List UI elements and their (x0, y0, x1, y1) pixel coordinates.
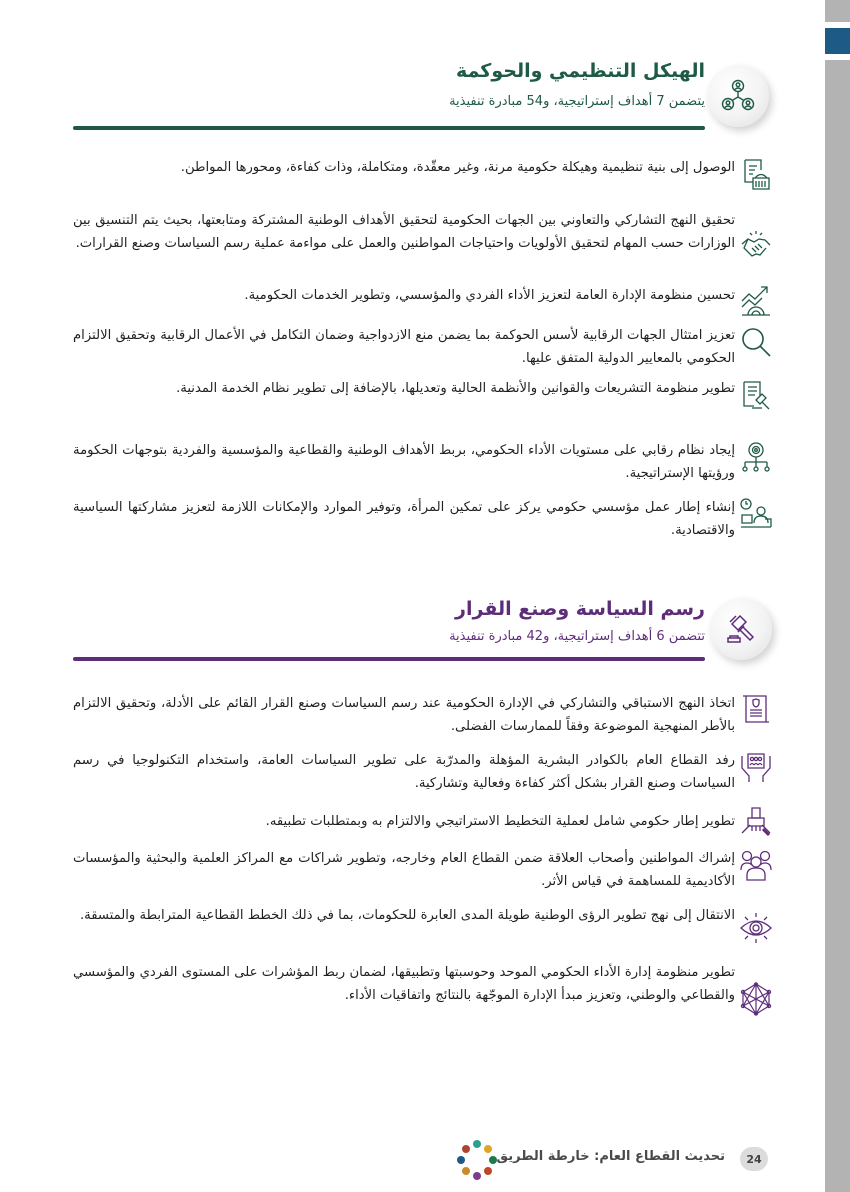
item-text: تطوير إطار حكومي شامل لعملية التخطيط الاستراتيجي والالتزام به وبمتطلبات تطبيقه. (265, 814, 735, 829)
list-item (73, 497, 773, 542)
section-subtitle: يتضمن 7 أهداف إستراتيجية، و54 مبادرة تنفيذية (449, 94, 705, 109)
growth-gear-icon (739, 283, 773, 317)
section-title: رسم السياسة وصنع القرار (455, 598, 705, 620)
group-people-icon (739, 848, 773, 882)
section-badge (707, 65, 769, 127)
list-item (73, 750, 773, 795)
item-text: إيجاد نظام رقابي على مستويات الأداء الحكومي، بربط الأهداف الوطنية والقطاعية والمؤسسية والفردية بتوجهات الحكومة ورؤيتها الإستراتيجية. (73, 443, 735, 481)
side-bar (825, 0, 850, 1192)
item-text: تطوير منظومة إدارة الأداء الحكومي الموحد وحوسبتها وتطبيقها، لضمان ربط المؤشرات على المستوى الفردي والمؤسسي والقطاعي والوطني، وتعزيز مبدأ الإدارة الموجّهة بالنتائج واتفاقيات الأداء. (73, 965, 735, 1003)
item-text: رفد القطاع العام بالكوادر البشرية المؤهلة والمدرّبة على تطوير السياسات العامة، واستخدام التكنولوجيا في رسم السياسات وصنع القرار بشكل أكثر كفاءة وفعالية وتشاركية. (73, 753, 735, 791)
magnifier-icon (739, 325, 773, 359)
handshake-icon (739, 228, 773, 262)
list-item (73, 905, 773, 950)
section-title: الهيكل التنظيمي والحوكمة (456, 60, 705, 82)
list-item (73, 848, 773, 893)
item-text: تطوير منظومة التشريعات والقوانين والأنظمة الحالية وتعديلها، بالإضافة إلى تطوير نظام الخدمة المدنية. (176, 381, 735, 396)
item-text: إشراك المواطنين وأصحاب العلاقة ضمن القطاع العام وخارجه، وتطوير شراكات مع المراكز العلمية والبحثية والمؤسسات الأكاديمية للمساهمة في قياس الأثر. (73, 851, 735, 889)
section-badge (710, 598, 772, 660)
list-item (73, 378, 773, 423)
hands-team-icon (739, 750, 773, 784)
item-text: الوصول إلى بنية تنظيمية وهيكلة حكومية مرنة، وغير معقّدة، ومتكاملة، وذات كفاءة، ومحورها المواطن. (180, 160, 735, 175)
item-text: إنشاء إطار عمل مؤسسي حكومي يركز على تمكين المرأة، وتوفير الموارد والإمكانات اللازمة لتعزيز مشاركتها السياسية والاقتصادية. (73, 500, 735, 538)
section-header-governance (73, 58, 705, 133)
list-item (73, 285, 773, 315)
list-item (73, 811, 773, 841)
network-polygon-icon (739, 982, 773, 1016)
document-building-icon (739, 157, 773, 191)
woman-office-icon (739, 497, 773, 531)
gear-hierarchy-icon (739, 440, 773, 474)
legal-document-gavel-icon (739, 378, 773, 412)
list-item (73, 157, 773, 202)
eye-vision-icon (739, 911, 773, 945)
section-subtitle: تتضمن 6 أهداف إستراتيجية، و42 مبادرة تنفيذية (449, 629, 705, 644)
list-item (73, 693, 773, 738)
list-item (73, 440, 773, 485)
page-number: 24 (740, 1147, 768, 1171)
list-item (73, 210, 773, 278)
people-circle-logo (455, 1138, 499, 1182)
people-network-icon (720, 78, 756, 114)
stacked-hands-icon (739, 805, 773, 839)
item-text: الانتقال إلى نهج تطوير الرؤى الوطنية طويلة المدى العابرة للحكومات، بما في ذلك الخطط القطاعية المترابطة والمتسقة. (79, 908, 735, 923)
gavel-icon (723, 611, 759, 647)
item-text: تعزيز امتثال الجهات الرقابية لأسس الحوكمة بما يضمن منع الازدواجية وضمان التكامل في الأعمال الرقابية وتحقيق الالتزام الحكومي بالمعايير الدولية المتفق عليها. (73, 328, 735, 366)
item-text: تحسين منظومة الإدارة العامة لتعزيز الأداء الفردي والمؤسسي، وتطوير الخدمات الحكومية. (244, 288, 735, 303)
footer-title: تحديث القطاع العام: خارطة الطريق (496, 1149, 725, 1164)
list-item (73, 325, 773, 370)
section-divider (73, 657, 705, 661)
section-divider (73, 126, 705, 130)
chapter-tab[interactable] (825, 28, 850, 54)
section-header-policy (73, 596, 705, 666)
list-item (73, 962, 773, 1030)
item-text: تحقيق النهج التشاركي والتعاوني بين الجهات الحكومية لتحقيق الأهداف الوطنية المشتركة ومتابعتها، بحيث يتم التنسيق بين الوزارات حسب المهام لتحقيق الأولويات واحتياجات المواطنين والعمل على مواءمة عملية رسم السياسات وصنع القرارات. (73, 213, 735, 251)
item-text: اتخاذ النهج الاستباقي والتشاركي في الإدارة الحكومية عند رسم السياسات وصنع القرار القائم على الأدلة، وتحقيق الالتزام بالأطر المنهجية الموضوعة وفقاً للممارسات الفضلى. (73, 696, 735, 734)
certificate-scroll-icon (739, 693, 773, 727)
